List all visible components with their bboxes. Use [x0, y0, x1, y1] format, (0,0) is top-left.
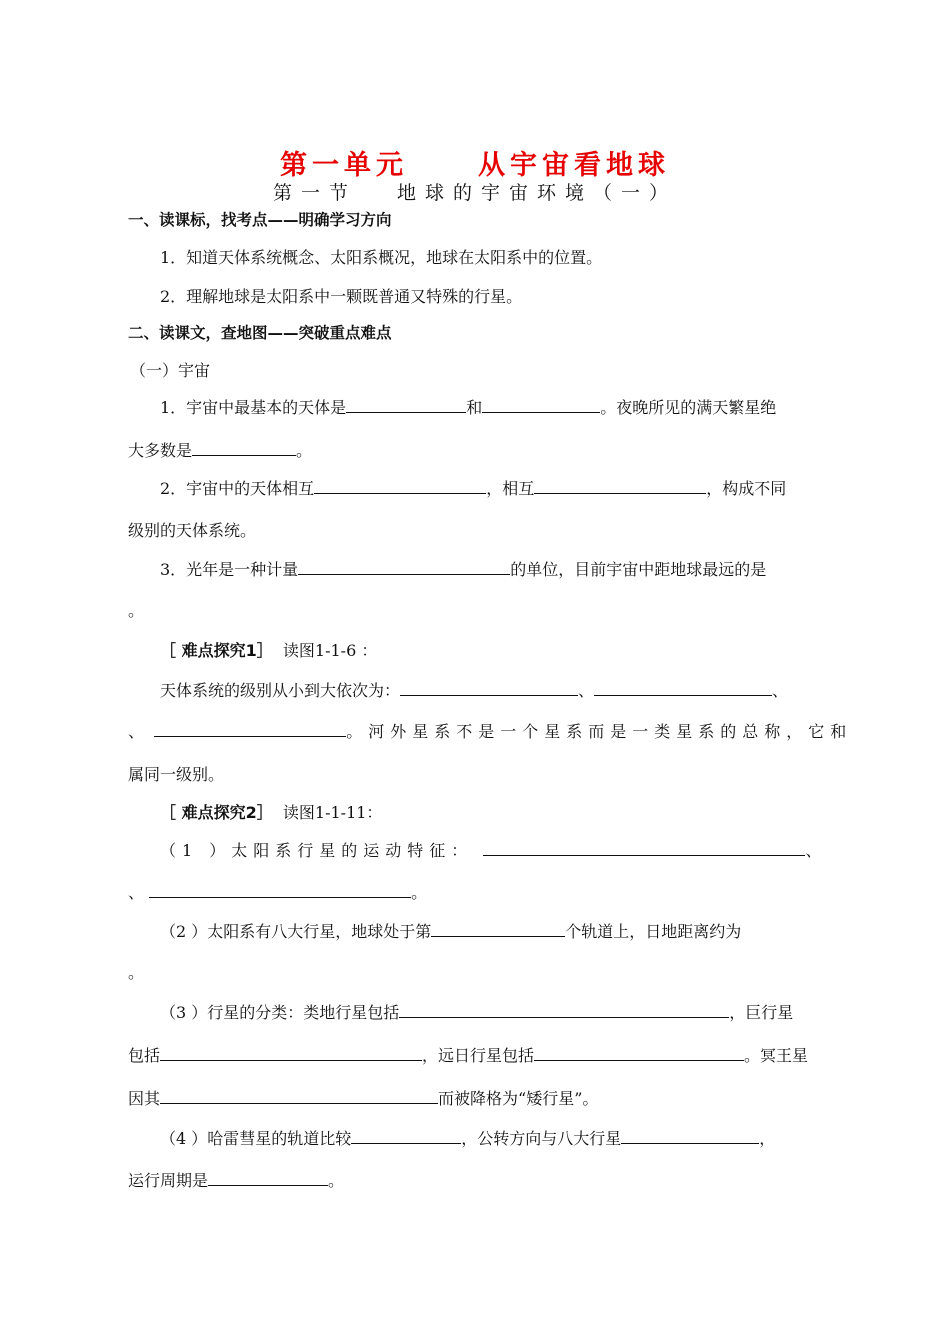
answer-blank[interactable] [160, 1089, 438, 1104]
answer-blank[interactable] [154, 722, 346, 737]
answer-blank[interactable] [621, 1129, 759, 1144]
explore-2-p2-line-2: 。 [128, 963, 145, 982]
explore-2-p4-line-1: （4 ）哈雷彗星的轨道比较 ，公转方向与八大行星 ， [160, 1129, 776, 1148]
question-2-line-1: 2．宇宙中的天体相互 ，相互 ，构成不同 [160, 479, 787, 498]
part2-subheading: （一）宇宙 [130, 361, 211, 380]
answer-blank[interactable] [534, 1046, 744, 1061]
answer-blank[interactable] [594, 681, 772, 696]
question-1-line-2: 大多数是 。 [128, 441, 313, 460]
question-2-line-2: 级别的天体系统。 [128, 521, 257, 540]
section-title-section: 第一节 [272, 182, 357, 204]
explore-1-line-3: 属同一级别。 [128, 765, 225, 784]
answer-blank[interactable] [431, 922, 565, 937]
explore-1-line-2: 、 。河外星系不是一个星系而是一类星系的总称，它和 [128, 722, 853, 741]
answer-blank[interactable] [400, 681, 578, 696]
explore-2-p3-line-3: 因其 而被降格为“矮行星”。 [128, 1089, 599, 1108]
part1-item-2: 2．理解地球是太阳系中一颗既普通又特殊的行星。 [160, 287, 523, 306]
answer-blank[interactable] [314, 479, 486, 494]
explore-1-ref: 读图1-1-6 ： [282, 641, 378, 660]
explore-2-header [160, 800, 824, 823]
section-title [0, 178, 950, 205]
unit-title-unit: 第一单元 [280, 150, 408, 181]
part1-heading: 一、读课标，找考点——明确学习方向 [128, 211, 392, 229]
explore-2-ref: 读图1-1-11： [282, 803, 383, 822]
answer-blank[interactable] [399, 1003, 729, 1018]
explore-2-p2-line-1: （2 ）太阳系有八大行星，地球处于第 个轨道上，日地距离约为 [160, 922, 742, 941]
explore-2-p1-line-2: 、 。 [128, 883, 428, 902]
question-1-line-1: 1．宇宙中最基本的天体是 和 。夜晚所见的满天繁星绝 [160, 398, 777, 417]
answer-blank[interactable] [298, 560, 510, 575]
unit-title-topic: 从宇宙看地球 [478, 150, 670, 181]
explore-1-header [160, 638, 824, 661]
answer-blank[interactable] [483, 841, 805, 856]
answer-blank[interactable] [192, 441, 296, 456]
section-title-topic: 地球的宇宙环境（一） [397, 182, 678, 204]
question-3-line-2: 。 [128, 601, 145, 620]
answer-blank[interactable] [160, 1046, 422, 1061]
explore-2-p3-line-1: （3 ）行星的分类：类地行星包括 ，巨行星 [160, 1003, 794, 1022]
answer-blank[interactable] [208, 1171, 328, 1186]
part2-heading: 二、读课文，查地图——突破重点难点 [128, 324, 392, 342]
explore-2-p3-line-2: 包括 ，远日行星包括 。冥王星 [128, 1046, 809, 1065]
explore-1-tag: ［ 难点探究1］ [160, 641, 273, 660]
explore-2-p4-line-2: 运行周期是 。 [128, 1171, 345, 1190]
part1-item-1: 1．知道天体系统概念、太阳系概况，地球在太阳系中的位置。 [160, 248, 603, 267]
answer-blank[interactable] [534, 479, 706, 494]
unit-title [0, 143, 950, 182]
answer-blank[interactable] [482, 398, 600, 413]
explore-2-p1-line-1: （1 ）太阳系行星的运动特征： 、 [160, 841, 822, 860]
answer-blank[interactable] [346, 398, 466, 413]
answer-blank[interactable] [149, 883, 411, 898]
answer-blank[interactable] [351, 1129, 461, 1144]
question-3-line-1: 3．光年是一种计量 的单位，目前宇宙中距地球最远的是 [160, 560, 767, 579]
explore-2-tag: ［ 难点探究2］ [160, 803, 273, 822]
explore-1-line-1: 天体系统的级别从小到大依次为： 、 、 [160, 681, 789, 700]
